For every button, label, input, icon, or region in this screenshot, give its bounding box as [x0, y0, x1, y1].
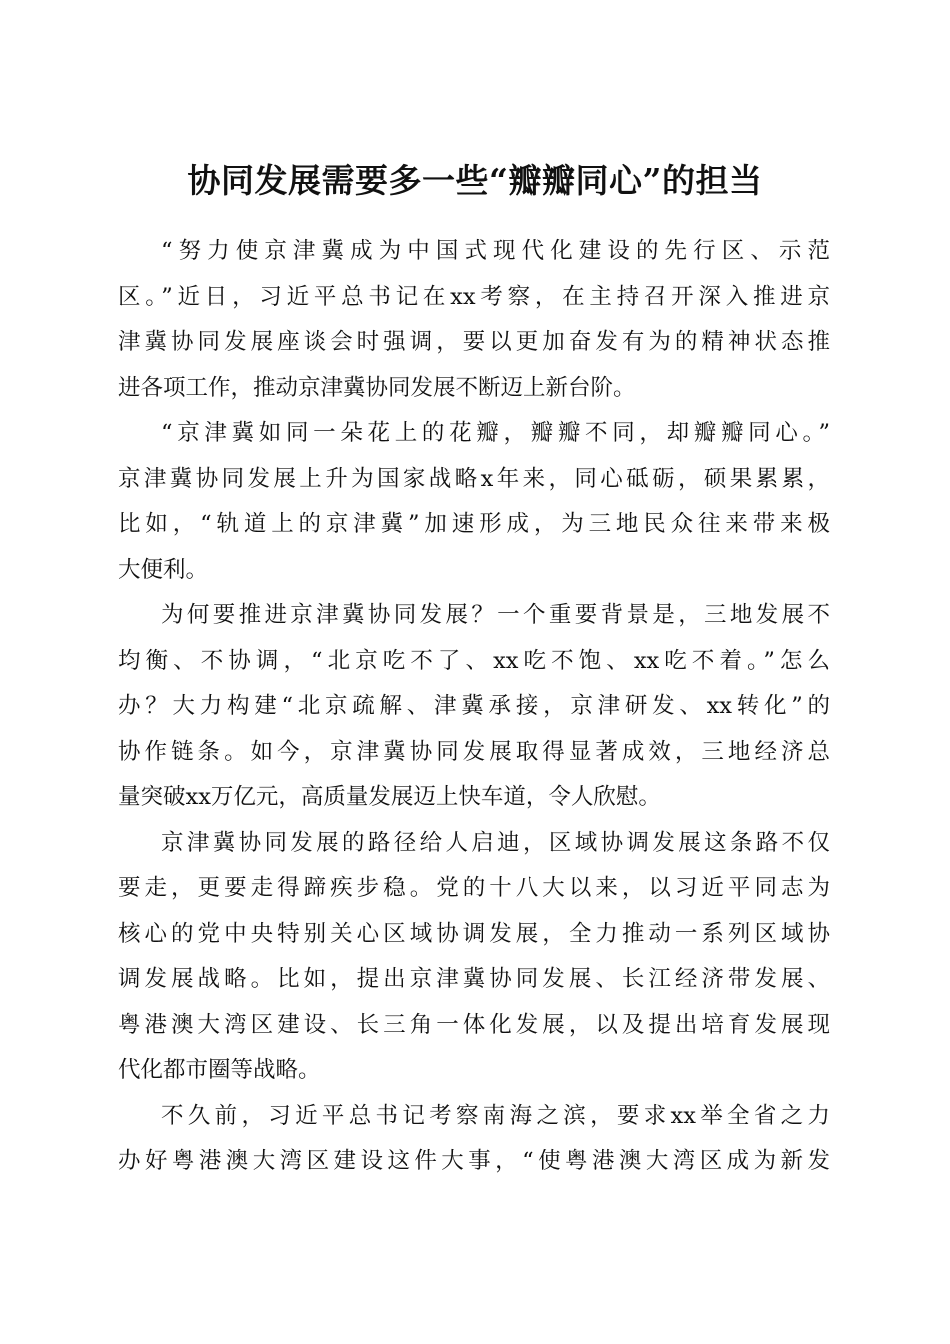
text-line: 比如，“轨道上的京津冀”加速形成，为三地民众往来带来极 — [118, 511, 830, 537]
text-line: 协作链条。如今，京津冀协同发展取得显著成效，三地经济总 — [118, 738, 830, 765]
text-line: 量突破xx万亿元，高质量发展迈上快车道，令人欣慰。 — [118, 784, 661, 810]
text-line: 大便利。 — [118, 556, 209, 583]
text-line: 京津冀协同发展的路径给人启迪，区域协调发展这条路不仅 — [161, 829, 830, 856]
paragraph-3 — [118, 593, 830, 821]
text-line: 代化都市圈等战略。 — [118, 1057, 321, 1083]
document-title: 协同发展需要多一些“瓣瓣同心”的担当 — [187, 161, 763, 201]
paragraph-5 — [118, 1094, 830, 1185]
document-body — [118, 229, 830, 1185]
text-line: 要走，更要走得蹄疾步稳。党的十八大以来，以习近平同志为 — [118, 875, 830, 901]
paragraph-2 — [118, 411, 830, 593]
text-line: “京津冀如同一朵花上的花瓣，瓣瓣不同，却瓣瓣同心。” — [161, 420, 830, 446]
text-line: 区。”近日，习近平总书记在xx考察，在主持召开深入推进京 — [118, 283, 830, 310]
text-line: 核心的党中央特别关心区域协调发展，全力推动一系列区域协 — [118, 920, 830, 947]
text-line: 为何要推进京津冀协同发展？一个重要背景是，三地发展不 — [161, 602, 830, 628]
paragraph-1 — [118, 229, 830, 411]
text-line: 粤港澳大湾区建设、长三角一体化发展，以及提出培育发展现 — [118, 1011, 830, 1038]
text-line: “努力使京津冀成为中国式现代化建设的先行区、示范 — [161, 238, 830, 264]
text-line: 办好粤港澳大湾区建设这件大事，“使粤港澳大湾区成为新发 — [118, 1148, 830, 1174]
text-line: 进各项工作，推动京津冀协同发展不断迈上新台阶。 — [118, 374, 636, 401]
text-line: 津冀协同发展座谈会时强调，要以更加奋发有为的精神状态推 — [118, 329, 830, 355]
paragraph-4 — [118, 821, 830, 1094]
text-line: 办？大力构建“北京疏解、津冀承接，京津研发、xx转化”的 — [118, 693, 830, 719]
text-line: 均衡、不协调，“北京吃不了、xx吃不饱、xx吃不着。”怎么 — [118, 647, 830, 674]
text-line: 不久前，习近平总书记考察南海之滨，要求xx举全省之力 — [161, 1102, 830, 1129]
text-line: 调发展战略。比如，提出京津冀协同发展、长江经济带发展、 — [118, 966, 830, 992]
text-line: 京津冀协同发展上升为国家战略x年来，同心砥砺，硕果累累， — [118, 465, 830, 492]
